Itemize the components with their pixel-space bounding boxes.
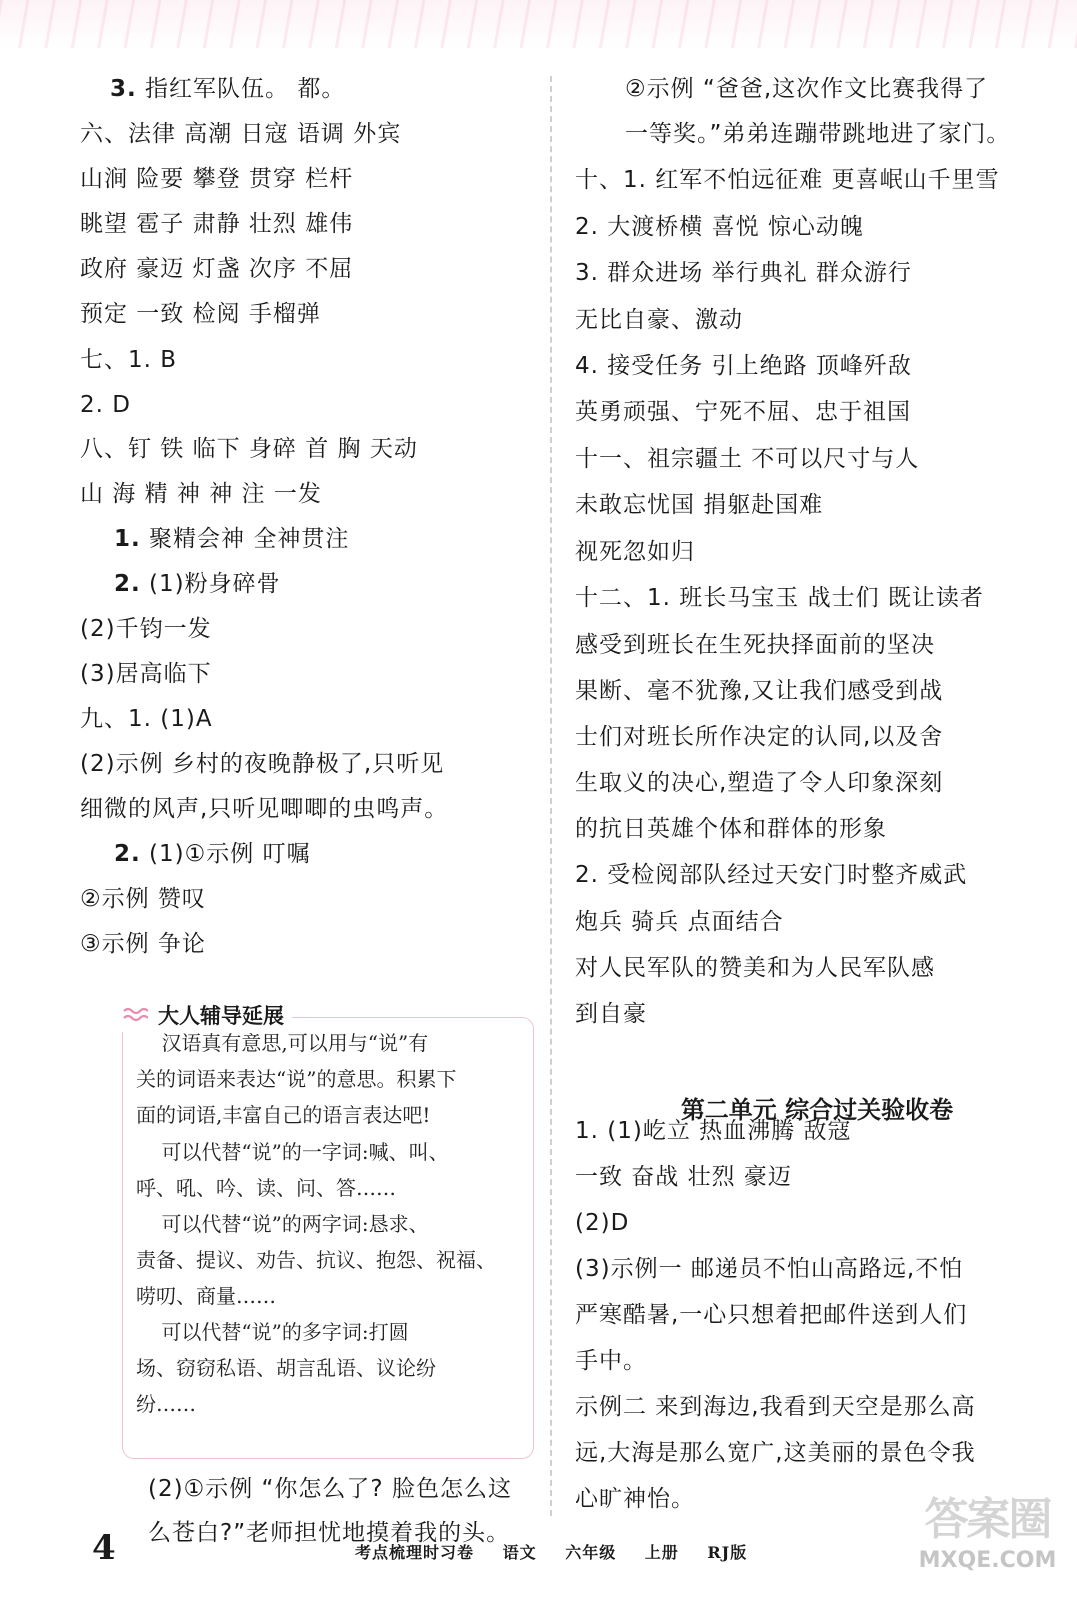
answer-line: 九、1. (1)A	[80, 706, 213, 732]
answer-line: 到自豪	[575, 1001, 647, 1027]
answer-line: 果断、毫不犹豫,又让我们感受到战	[575, 678, 944, 704]
header-decoration	[0, 0, 1077, 48]
answer-line: 3. 群众进场 举行典礼 群众游行	[575, 260, 912, 286]
answer-line: 示例二 来到海边,我看到天空是那么高	[575, 1394, 976, 1420]
answer-line: (2)D	[575, 1210, 630, 1236]
subject: 语文	[502, 1543, 537, 1562]
answer-line: 手中。	[575, 1348, 647, 1374]
answer-line: 七、1. B	[80, 347, 178, 373]
answer-line: ②示例 “爸爸,这次作文比赛我得了	[625, 76, 989, 102]
volume: 上册	[644, 1543, 679, 1562]
answer-line: 一致 奋战 壮烈 豪迈	[575, 1164, 792, 1190]
answer-line: 预定 一致 检阅 手榴弹	[80, 301, 321, 327]
answer-line: 2. (1)粉身碎骨	[114, 571, 281, 597]
answer-line: 对人民军队的赞美和为人民军队感	[575, 955, 935, 981]
answer-line: (2)①示例 “你怎么了? 脸色怎么这	[148, 1476, 512, 1502]
extension-paragraph: 可以代替“说”的多字词:打圆 场、窃窃私语、胡言乱语、议论纷 纷……	[136, 1320, 436, 1416]
watermark	[905, 1492, 1070, 1592]
grade: 六年级	[565, 1543, 617, 1562]
extension-paragraph: 汉语真有意思,可以用与“说”有 关的词语来表达“说”的意思。积累下 面的词语,丰富自己的语言表达吧!	[136, 1031, 457, 1127]
answer-line: 政府 豪迈 灯盏 次序 不屈	[80, 256, 354, 282]
answer-line: (2)千钧一发	[80, 616, 212, 642]
answer-line: 生取义的决心,塑造了令人印象深刻	[575, 770, 944, 796]
answer-line: 十二、1. 班长马宝玉 战士们 既让读者	[575, 585, 984, 611]
answer-line: 炮兵 骑兵 点面结合	[575, 909, 784, 935]
answer-line: 未敢忘忧国 捐躯赴国难	[575, 492, 824, 518]
extension-paragraph: 可以代替“说”的一字词:喊、叫、 呼、吼、吟、读、问、答……	[136, 1140, 449, 1200]
answer-line: (3)居高临下	[80, 661, 212, 687]
answer-line: 眺望 雹子 肃静 壮烈 雄伟	[80, 211, 354, 237]
answer-line: 1. (1)屹立 热血沸腾 敌寇	[575, 1118, 852, 1144]
answer-line: 2. D	[80, 392, 131, 418]
answer-line: 2. (1)①示例 叮嘱	[114, 841, 311, 867]
wave-icon	[122, 1006, 148, 1024]
answer-line: 十、1. 红军不怕远征难 更喜岷山千里雪	[575, 167, 1000, 193]
answer-line: 山 海 精 神 神 注 一发	[80, 481, 322, 507]
page-number: 4	[92, 1528, 116, 1568]
answer-line: 视死忽如归	[575, 539, 695, 565]
answer-line: 十一、祖宗疆土 不可以尺寸与人	[575, 446, 920, 472]
extension-box-title: 大人辅导延展	[158, 1004, 284, 1028]
answer-line: 八、钉 铁 临下 身碎 首 胸 天动	[80, 436, 418, 462]
book-title: 考点梳理时习卷	[355, 1543, 475, 1562]
answer-line: (3)示例一 邮递员不怕山高路远,不怕	[575, 1256, 964, 1282]
answer-line: 远,大海是那么宽广,这美丽的景色令我	[575, 1440, 976, 1466]
answer-line: 3. 指红军队伍。 都。	[110, 76, 346, 102]
section-title: 第二单元 综合过关验收卷	[680, 1096, 954, 1124]
answer-line: 么苍白?”老师担忧地摸着我的头。	[148, 1520, 511, 1546]
answer-line: 细微的风声,只听见唧唧的虫鸣声。	[80, 796, 449, 822]
answer-line: 心旷神怡。	[575, 1486, 695, 1512]
column-divider	[550, 76, 552, 1516]
answer-line: 山涧 险要 攀登 贯穿 栏杆	[80, 166, 354, 192]
answer-line: 感受到班长在生死抉择面前的坚决	[575, 632, 935, 658]
answer-line: 六、法律 高潮 日寇 语调 外宾	[80, 121, 402, 147]
answer-line: 严寒酷暑,一心只想着把邮件送到人们	[575, 1302, 968, 1328]
answer-line: 一等奖。”弟弟连蹦带跳地进了家门。	[625, 121, 1011, 147]
answer-line: 4. 接受任务 引上绝路 顶峰歼敌	[575, 353, 912, 379]
footer-info	[355, 1540, 769, 1563]
watermark-logo: 答案圈	[924, 1494, 1051, 1545]
answer-line: ③示例 争论	[80, 931, 206, 957]
answer-line: 英勇顽强、宁死不屈、忠于祖国	[575, 399, 911, 425]
answer-line: 的抗日英雄个体和群体的形象	[575, 816, 887, 842]
answer-line: (2)示例 乡村的夜晚静极了,只听见	[80, 751, 445, 777]
answer-line: 1. 聚精会神 全神贯注	[114, 526, 350, 552]
answer-line: 2. 受检阅部队经过天安门时整齐威武	[575, 862, 968, 888]
answer-line: 士们对班长所作决定的认同,以及舍	[575, 724, 944, 750]
answer-line: ②示例 赞叹	[80, 886, 206, 912]
watermark-url: MXQE.COM	[918, 1548, 1057, 1573]
answer-line: 无比自豪、激动	[575, 307, 743, 333]
extension-paragraph: 可以代替“说”的两字词:恳求、 责备、提议、劝告、抗议、抱怨、祝福、 唠叨、商量……	[136, 1212, 496, 1308]
answer-line: 2. 大渡桥横 喜悦 惊心动魄	[575, 214, 864, 240]
edition: RJ版	[707, 1543, 748, 1562]
